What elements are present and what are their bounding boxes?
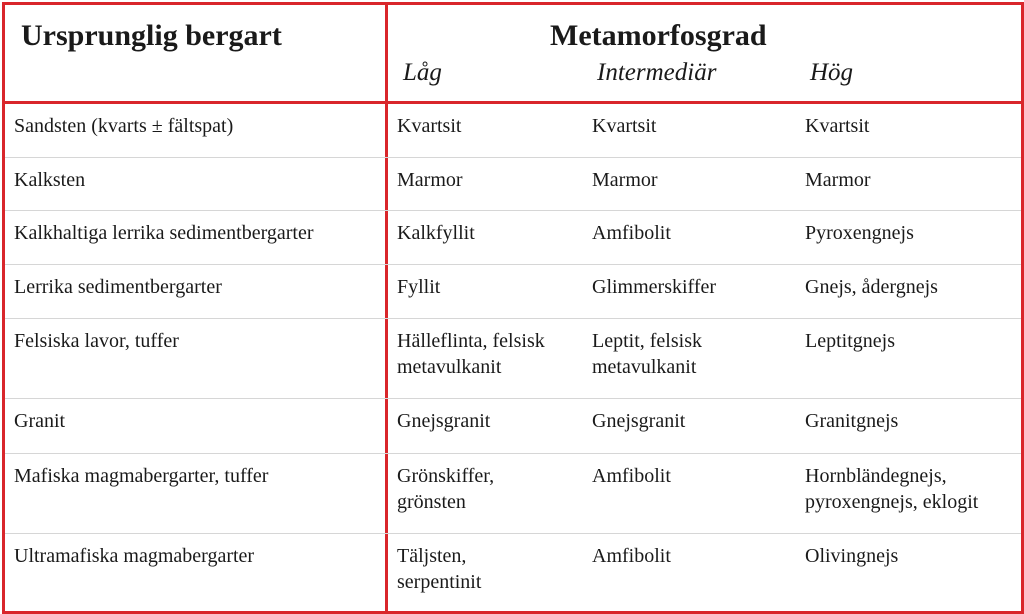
source-rock-cell — [14, 328, 179, 354]
cell-text-line: metavulkanit — [397, 356, 502, 378]
high-grade-cell — [805, 274, 938, 300]
cell-text-line: Sandsten (kvarts ± fältspat) — [14, 115, 234, 137]
metamorphic-grade-header: Metamorfosgrad — [550, 19, 767, 52]
cell-text-line: Fyllit — [397, 276, 441, 298]
low-grade-cell — [397, 113, 461, 139]
cell-text-line: Marmor — [592, 169, 658, 191]
cell-text-line: Amfibolit — [592, 545, 671, 567]
cell-text-line: Gnejs, ådergnejs — [805, 276, 938, 298]
cell-text-line: Felsiska lavor, tuffer — [14, 330, 179, 352]
cell-text-line: Leptit, felsisk — [592, 330, 702, 352]
cell-text-line: grönsten — [397, 491, 466, 513]
low-grade-cell — [397, 328, 545, 380]
cell-text-line: serpentinit — [397, 571, 482, 593]
intermediate-grade-cell — [592, 113, 656, 139]
high-grade-cell — [805, 328, 895, 354]
header-divider — [5, 101, 1021, 104]
grade-intermediate-header: Intermediär — [597, 59, 717, 86]
high-grade-cell — [805, 220, 914, 246]
cell-text-line: Kvartsit — [397, 115, 462, 137]
cell-text-line: Kvartsit — [805, 115, 870, 137]
cell-text-line: Lerrika sedimentbergarter — [14, 276, 222, 298]
cell-text-line: Kalkfyllit — [397, 222, 475, 244]
column-divider — [385, 5, 388, 611]
low-grade-cell — [397, 220, 475, 246]
cell-text-line: Kalksten — [14, 169, 86, 191]
high-grade-cell — [805, 113, 869, 139]
source-rock-cell — [14, 167, 85, 193]
cell-text-line: Hornbländegnejs, — [805, 465, 947, 487]
cell-text-line: Hälleflinta, felsisk — [397, 330, 545, 352]
row-divider — [5, 398, 1021, 399]
row-divider — [5, 453, 1021, 454]
grade-low-header: Låg — [403, 59, 442, 86]
intermediate-grade-cell — [592, 543, 671, 569]
intermediate-grade-cell — [592, 463, 671, 489]
cell-text-line: Marmor — [397, 169, 463, 191]
cell-text-line: Amfibolit — [592, 465, 671, 487]
low-grade-cell — [397, 463, 494, 515]
cell-text-line: Grönskiffer, — [397, 465, 495, 487]
high-grade-cell — [805, 167, 871, 193]
low-grade-cell — [397, 408, 490, 434]
cell-text-line: Pyroxengnejs — [805, 222, 914, 244]
source-rock-cell — [14, 274, 222, 300]
cell-text-line: Ultramafiska magmabergarter — [14, 545, 255, 567]
source-rock-cell — [14, 113, 233, 139]
cell-text-line: Glimmerskiffer — [592, 276, 717, 298]
row-divider — [5, 157, 1021, 158]
cell-text-line: Kvartsit — [592, 115, 657, 137]
low-grade-cell — [397, 167, 463, 193]
row-divider — [5, 533, 1021, 534]
source-rock-cell — [14, 220, 314, 246]
intermediate-grade-cell — [592, 328, 702, 380]
cell-text-line: Mafiska magmabergarter, tuffer — [14, 465, 269, 487]
cell-text-line: Leptitgnejs — [805, 330, 895, 352]
cell-text-line: Täljsten, — [397, 545, 467, 567]
cell-text-line: Granit — [14, 410, 66, 432]
intermediate-grade-cell — [592, 274, 716, 300]
cell-text-line: Olivingnejs — [805, 545, 899, 567]
cell-text-line: Kalkhaltiga lerrika sedimentbergarter — [14, 222, 314, 244]
high-grade-cell — [805, 463, 978, 515]
row-divider — [5, 318, 1021, 319]
low-grade-cell — [397, 543, 481, 595]
intermediate-grade-cell — [592, 220, 671, 246]
source-rock-cell — [14, 543, 254, 569]
row-divider — [5, 264, 1021, 265]
intermediate-grade-cell — [592, 167, 658, 193]
cell-text-line: Gnejsgranit — [397, 410, 491, 432]
row-divider — [5, 210, 1021, 211]
cell-text-line: Gnejsgranit — [592, 410, 686, 432]
cell-text-line: metavulkanit — [592, 356, 697, 378]
intermediate-grade-cell — [592, 408, 685, 434]
cell-text-line: Marmor — [805, 169, 871, 191]
cell-text-line: Granitgnejs — [805, 410, 899, 432]
source-rock-cell — [14, 463, 268, 489]
cell-text-line: Amfibolit — [592, 222, 671, 244]
low-grade-cell — [397, 274, 440, 300]
high-grade-cell — [805, 408, 898, 434]
high-grade-cell — [805, 543, 898, 569]
source-rock-cell — [14, 408, 65, 434]
grade-high-header: Hög — [810, 59, 854, 86]
source-rock-header: Ursprunglig bergart — [21, 19, 282, 52]
table-frame — [2, 2, 1024, 614]
cell-text-line: pyroxengnejs, eklogit — [805, 491, 979, 513]
